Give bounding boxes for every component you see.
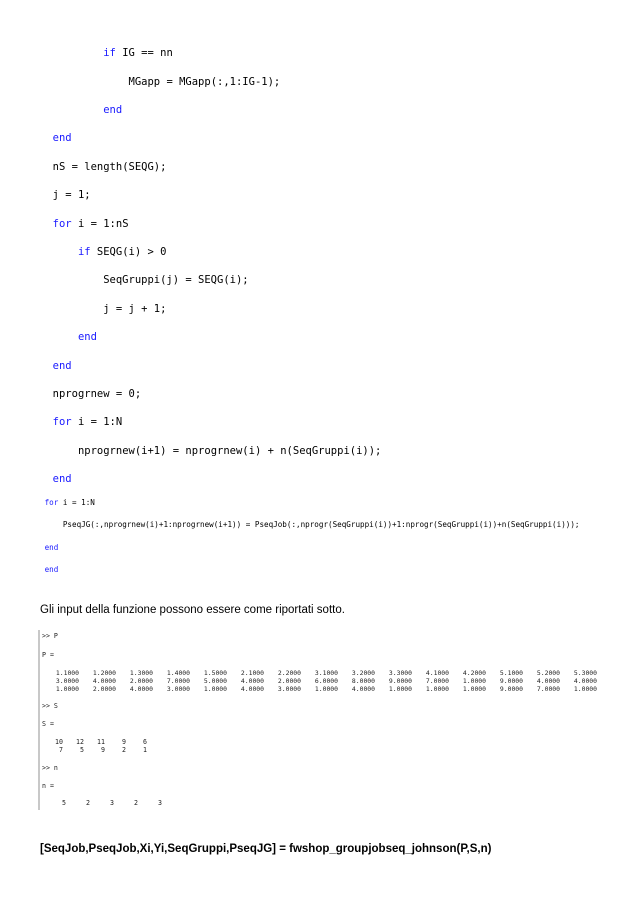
code-line: [40, 217, 129, 231]
code-line: [40, 387, 141, 401]
matrix-cell: 4.0000: [536, 677, 560, 685]
code-line-small: [40, 542, 58, 554]
matrix-cell: 1.0000: [462, 677, 486, 685]
matrix-cell: 4.0000: [240, 685, 264, 693]
code-line-small: [40, 564, 58, 576]
code-text: SeqGruppi(j) = SEQG(i);: [103, 274, 249, 286]
matrix-cell: 7.0000: [536, 685, 560, 693]
code-line: [40, 131, 72, 145]
code-keyword: if: [77, 246, 91, 258]
matrix-cell: 12: [76, 738, 84, 746]
console-command-n: >> n: [42, 764, 58, 772]
code-text: SEQG(i) > 0: [90, 246, 167, 258]
matrix-cell: 4.0000: [351, 685, 375, 693]
matrix-cell: 1.0000: [55, 685, 79, 693]
matrix-cell: 5: [80, 746, 84, 754]
console-border: [38, 630, 40, 810]
code-text: j = 1;: [52, 189, 91, 201]
matrix-cell: 1.0000: [388, 685, 412, 693]
matrix-cell: 1.4000: [166, 669, 190, 677]
vector-cell: 2: [134, 799, 138, 807]
matrix-row: [42, 669, 597, 677]
matrix-cell: 9.0000: [388, 677, 412, 685]
code-text: PseqJG(:,nprogrnew(i)+1:nprogrnew(i+1)) = PseqJob(:,nprogr(SeqGruppi(i))+1:nprogr(SeqGruppi(i))+n(SeqGruppi(i)));: [62, 520, 580, 529]
code-keyword: end: [44, 565, 59, 574]
matrix-cell: 7.0000: [166, 677, 190, 685]
vector-cell: 2: [86, 799, 90, 807]
matrix-cell: 7.0000: [425, 677, 449, 685]
matrix-cell: 6: [143, 738, 147, 746]
code-line-small: [40, 519, 579, 531]
code-keyword: for: [52, 218, 72, 230]
matrix-cell: 1.0000: [203, 685, 227, 693]
code-text: nprogrnew = 0;: [52, 388, 142, 400]
matrix-cell: 3.3000: [388, 669, 412, 677]
matrix-cell: 2.0000: [277, 677, 301, 685]
matrix-cell: 10: [55, 738, 63, 746]
matrix-cell: 5.2000: [536, 669, 560, 677]
code-keyword: end: [44, 543, 59, 552]
code-line: [40, 75, 280, 89]
matrix-cell: 9.0000: [499, 677, 523, 685]
code-text: MGapp = MGapp(:,1:IG-1);: [128, 76, 281, 88]
vector-cell: 3: [158, 799, 162, 807]
matrix-cell: 1.0000: [573, 685, 597, 693]
code-text: nprogrnew(i+1) = nprogrnew(i) + n(SeqGruppi(i));: [77, 445, 382, 457]
matrix-row: [42, 685, 597, 693]
code-text: i = 1:N: [71, 416, 123, 428]
matrix-cell: 9.0000: [499, 685, 523, 693]
matrix-cell: 1.2000: [92, 669, 116, 677]
code-text: j = j + 1;: [103, 303, 167, 315]
code-line: [40, 359, 72, 373]
code-text: IG == nn: [115, 47, 173, 59]
console-command-s: >> S: [42, 702, 58, 710]
code-line: [40, 472, 72, 486]
matrix-cell: 4.0000: [129, 685, 153, 693]
matrix-cell: 9: [122, 738, 126, 746]
matrix-cell: 4.1000: [425, 669, 449, 677]
matrix-cell: 2.1000: [240, 669, 264, 677]
code-line-small: [40, 497, 95, 509]
matrix-cell: 1.1000: [55, 669, 79, 677]
matrix-row: [42, 746, 147, 754]
matrix-cell: 2.2000: [277, 669, 301, 677]
code-line: [40, 273, 249, 287]
code-text: i = 1:nS: [71, 218, 129, 230]
matrix-cell: 9: [101, 746, 105, 754]
function-signature: [SeqJob,PseqJob,Xi,Yi,SeqGruppi,PseqJG] = fwshop_groupjobseq_johnson(P,S,n): [40, 843, 492, 855]
code-keyword: end: [52, 473, 72, 485]
matrix-cell: 5.3000: [573, 669, 597, 677]
matrix-cell: 1.5000: [203, 669, 227, 677]
matrix-cell: 3.0000: [277, 685, 301, 693]
console-label-s: S =: [42, 720, 54, 728]
code-keyword: end: [52, 132, 72, 144]
code-line: [40, 46, 173, 60]
matrix-cell: 6.0000: [314, 677, 338, 685]
code-keyword: for: [52, 416, 72, 428]
code-line: [40, 188, 91, 202]
code-text: nS = length(SEQG);: [52, 161, 167, 173]
matrix-cell: 3.1000: [314, 669, 338, 677]
matrix-cell: 4.0000: [92, 677, 116, 685]
matrix-cell: 1: [143, 746, 147, 754]
code-line: [40, 415, 122, 429]
vector-cell: 3: [110, 799, 114, 807]
matrix-cell: 11: [97, 738, 105, 746]
matrix-cell: 2.0000: [92, 685, 116, 693]
code-keyword: for: [44, 498, 59, 507]
matrix-row: [42, 677, 597, 685]
code-line: [40, 444, 381, 458]
matrix-cell: 4.2000: [462, 669, 486, 677]
vector-row: [42, 799, 162, 807]
console-label-n: n =: [42, 782, 54, 790]
matrix-cell: 2.0000: [129, 677, 153, 685]
matrix-cell: 3.0000: [55, 677, 79, 685]
console-output: [38, 630, 632, 810]
intro-text: Gli input della funzione possono essere come riportati sotto.: [40, 604, 345, 616]
code-line: [40, 302, 166, 316]
vector-cell: 5: [62, 799, 66, 807]
matrix-cell: 4.0000: [573, 677, 597, 685]
matrix-cell: 5.1000: [499, 669, 523, 677]
code-line: [40, 103, 122, 117]
matrix-cell: 2: [122, 746, 126, 754]
matrix-cell: 3.2000: [351, 669, 375, 677]
matrix-cell: 1.0000: [314, 685, 338, 693]
code-keyword: end: [103, 104, 123, 116]
matrix-cell: 8.0000: [351, 677, 375, 685]
console-command-p: >> P: [42, 632, 58, 640]
matrix-cell: 1.0000: [462, 685, 486, 693]
matrix-row: [42, 738, 147, 746]
code-text: i = 1:N: [58, 498, 95, 507]
matrix-cell: 4.0000: [240, 677, 264, 685]
code-line: [40, 245, 166, 259]
code-keyword: end: [77, 331, 97, 343]
matrix-cell: 5.0000: [203, 677, 227, 685]
matrix-cell: 1.0000: [425, 685, 449, 693]
console-label-p: P =: [42, 651, 54, 659]
code-line: [40, 160, 166, 174]
matrix-cell: 1.3000: [129, 669, 153, 677]
matrix-cell: 3.0000: [166, 685, 190, 693]
code-keyword: end: [52, 360, 72, 372]
code-keyword: if: [103, 47, 116, 59]
matrix-cell: 7: [59, 746, 63, 754]
code-line: [40, 330, 97, 344]
